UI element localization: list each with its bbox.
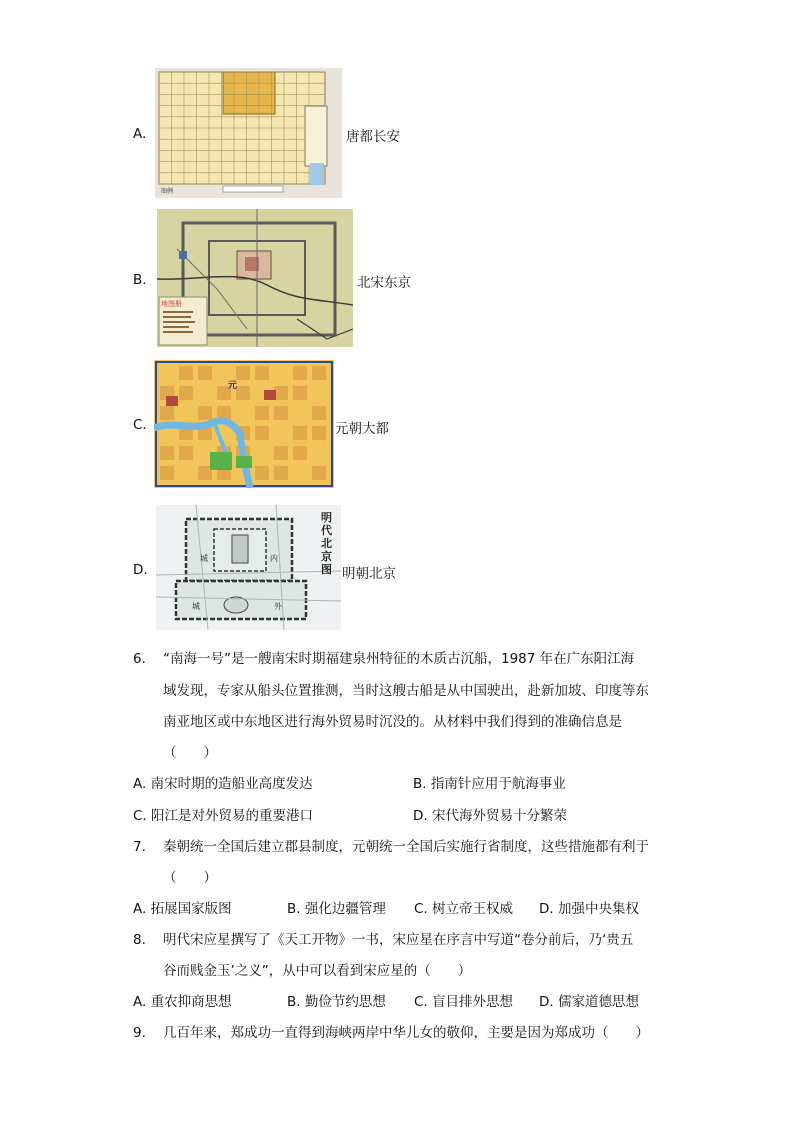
- song-dongjing-map: [157, 209, 353, 347]
- q6-option-d[interactable]: D. 宋代海外贸易十分繁荣: [413, 808, 567, 824]
- q8-option-b[interactable]: B. 勤俭节约思想: [287, 994, 386, 1010]
- q8-option-c[interactable]: C. 盲目排外思想: [414, 994, 514, 1010]
- ming-beijing-map: [156, 505, 341, 630]
- svg-text:内: 内: [270, 554, 278, 563]
- q7-option-a[interactable]: A. 拓展国家版图: [133, 901, 232, 917]
- tang-legend: 图例: [161, 188, 174, 195]
- q8-option-d[interactable]: D. 儒家道德思想: [539, 994, 639, 1010]
- svg-text:城: 城: [192, 602, 200, 611]
- yuan-dadu-map: [154, 360, 334, 488]
- q6-option-a[interactable]: A. 南宋时期的造船业高度发达: [133, 776, 313, 792]
- q6-option-c[interactable]: C. 阳江是对外贸易的重要港口: [133, 808, 314, 824]
- tang-changan-map: [155, 68, 342, 198]
- option-b-caption: 北宋东京: [357, 275, 411, 291]
- song-legend: 地图册: [161, 300, 182, 308]
- q7-option-c[interactable]: C. 树立帝王权威: [414, 901, 514, 917]
- option-a-caption: 唐都长安: [346, 129, 400, 145]
- q8-number: 8.: [133, 932, 146, 948]
- q6-number: 6.: [133, 651, 146, 667]
- svg-text:城: 城: [200, 554, 208, 563]
- q9-stem: 几百年来，郑成功一直得到海峡两岸中华儿女的敬仰，主要是因为郑成功（ ）: [163, 1025, 649, 1041]
- option-c-caption: 元朝大都: [335, 421, 389, 437]
- option-a-letter: A.: [133, 126, 147, 142]
- option-d-caption: 明朝北京: [342, 566, 396, 582]
- q6-option-b[interactable]: B. 指南针应用于航海事业: [413, 776, 566, 792]
- yuan-label: 元: [228, 381, 238, 391]
- svg-text:外: 外: [274, 602, 282, 611]
- option-b-letter: B.: [133, 272, 147, 288]
- q8-option-a[interactable]: A. 重农抑商思想: [133, 994, 232, 1010]
- option-c-letter: C.: [133, 417, 147, 433]
- q9-number: 9.: [133, 1025, 146, 1041]
- q7-number: 7.: [133, 839, 146, 855]
- q7-option-d[interactable]: D. 加强中央集权: [539, 901, 639, 917]
- ming-map-vertical-title: 明代北京图: [321, 511, 332, 576]
- q7-option-b[interactable]: B. 强化边疆管理: [287, 901, 386, 917]
- option-d-letter: D.: [133, 562, 148, 578]
